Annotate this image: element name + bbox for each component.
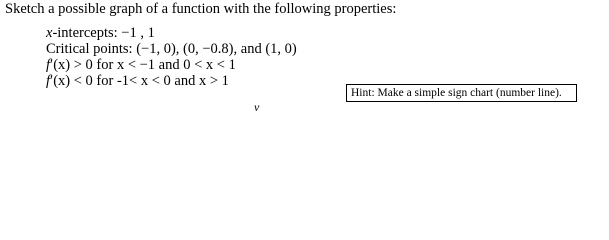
property-text: ′(x) > 0 for x < −1 and 0 < x < 1 bbox=[50, 57, 236, 73]
property-text: ′(x) < 0 for -1< x < 0 and x > 1 bbox=[50, 73, 229, 89]
properties-list bbox=[46, 25, 297, 89]
property-variable: x bbox=[46, 25, 53, 41]
property-variable: f bbox=[46, 57, 51, 73]
property-x-intercepts bbox=[46, 25, 297, 41]
stray-mark: v bbox=[254, 100, 260, 114]
property-decreasing bbox=[46, 73, 297, 89]
problem-statement: Sketch a possible graph of a function with the following properties: bbox=[5, 1, 397, 17]
property-variable: f bbox=[46, 73, 51, 89]
property-critical-points bbox=[46, 41, 297, 57]
property-text: Critical points: (−1, 0), (0, −0.8), and (1, 0) bbox=[46, 41, 297, 57]
property-increasing bbox=[46, 57, 297, 73]
hint-box: Hint: Make a simple sign chart (number line). bbox=[346, 84, 577, 102]
property-text: -intercepts: −1 , 1 bbox=[52, 25, 155, 41]
